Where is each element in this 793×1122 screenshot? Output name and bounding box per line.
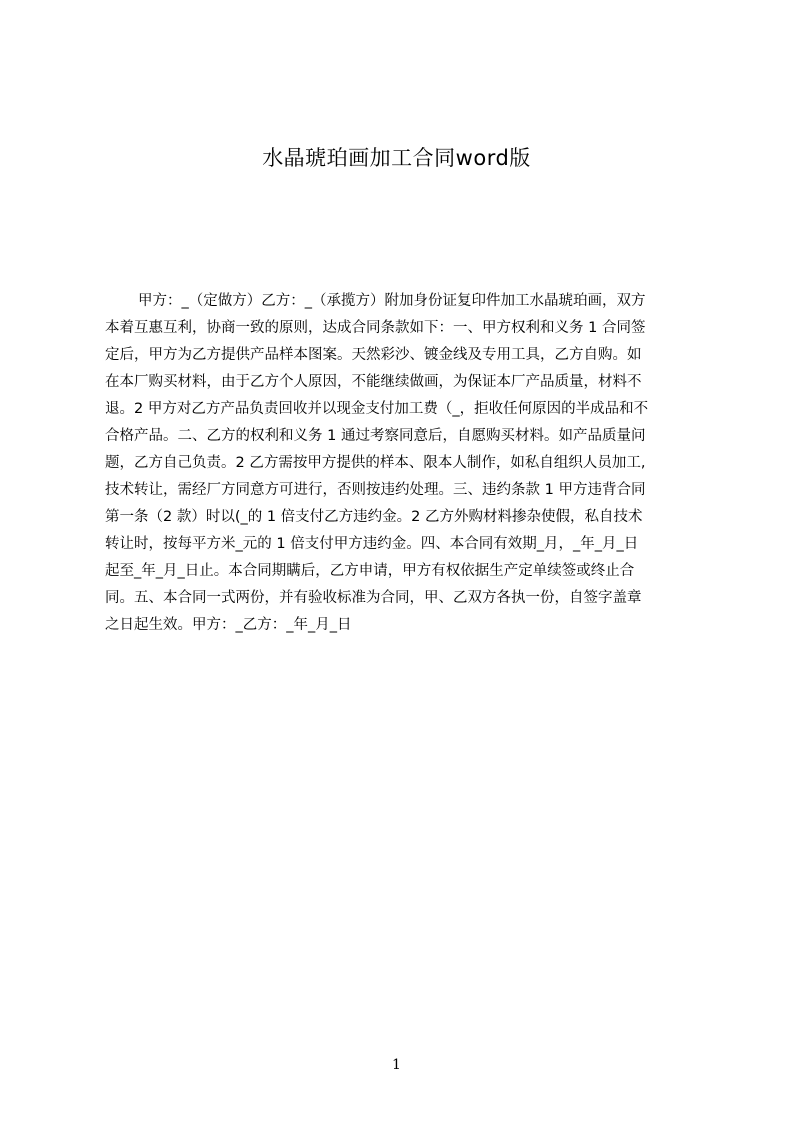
body-line: 之日起生效。甲方：_乙方：_年_月_日 <box>105 617 352 633</box>
body-line: 本着互惠互利，协商一致的原则，达成合同条款如下：一、甲方权利和义务 1 合同签 <box>105 320 646 336</box>
document-title: 水晶琥珀画加工合同word版 <box>262 146 531 170</box>
body-line: 转让时，按每平方米_元的 1 倍支付甲方违约金。四、本合同有效期_月，_年_月_日 <box>105 536 639 552</box>
contract-body <box>105 288 699 668</box>
page-number: 1 <box>392 1057 401 1073</box>
body-line: 起至_年_月_日止。本合同期瞒后，乙方申请，甲方有权依据生产定单续签或终止合 <box>105 563 635 579</box>
body-line: 定后，甲方为乙方提供产品样本图案。天然彩沙、镀金线及专用工具，乙方自购。如 <box>105 347 642 363</box>
body-line: 退。2 甲方对乙方产品负责回收并以现金支付加工费（_，拒收任何原因的半成品和不 <box>105 401 649 417</box>
body-line: 第一条（2 款）时以(_的 1 倍支付乙方违约金。2 乙方外购材料掺杂使假，私自技术 <box>105 509 643 525</box>
body-line: 题，乙方自己负责。2 乙方需按甲方提供的样本、限本人制作，如私自组织人员加工, <box>105 455 646 471</box>
body-line: 甲方：_（定做方）乙方：_（承揽方）附加身份证复印件加工水晶琥珀画，双方 <box>138 293 646 309</box>
body-line: 在本厂购买材料，由于乙方个人原因，不能继续做画，为保证本厂产品质量，材料不 <box>105 374 642 390</box>
body-line: 合格产品。二、乙方的权利和义务 1 通过考察同意后，自愿购买材料。如产品质量问 <box>105 428 646 444</box>
body-line: 技术转让，需经厂方同意方可进行，否则按违约处理。三、违约条款 1 甲方违背合同 <box>105 482 646 498</box>
body-line: 同。五、本合同一式两份，并有验收标准为合同，甲、乙双方各执一份，自签字盖章 <box>105 590 642 606</box>
